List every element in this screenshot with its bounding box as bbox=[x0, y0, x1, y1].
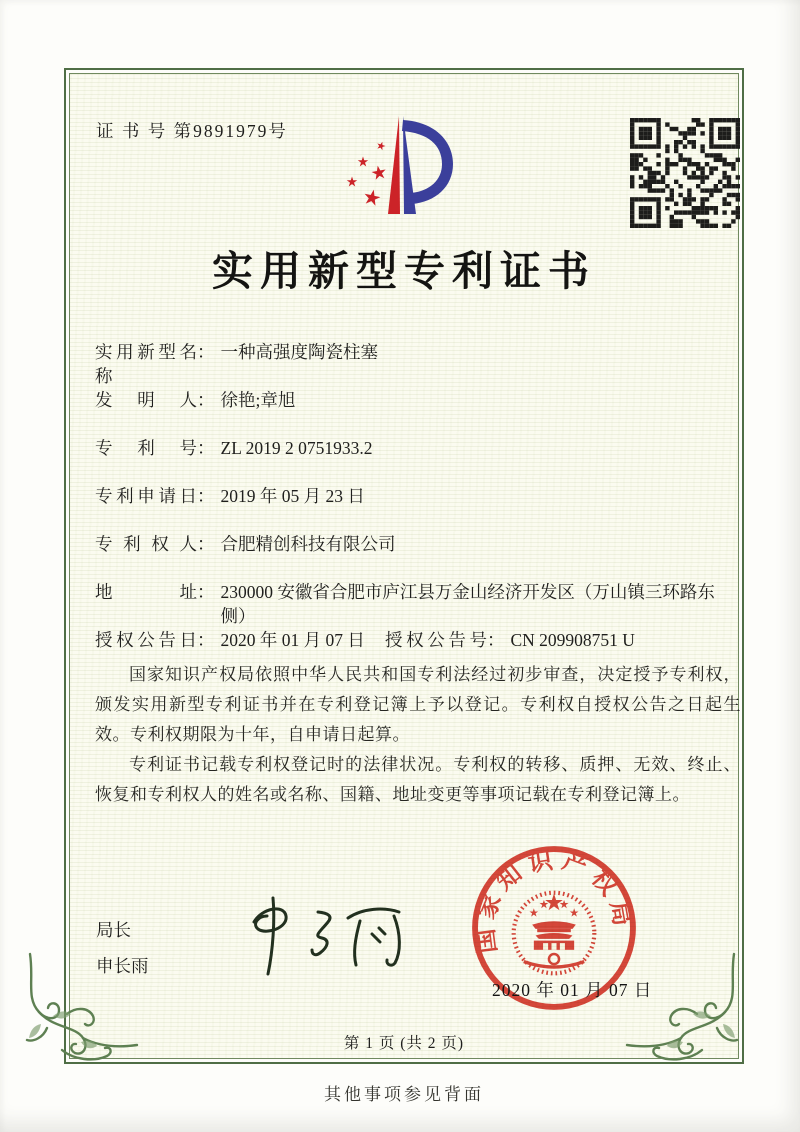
field-colon: ： bbox=[487, 630, 505, 650]
field-colon: ： bbox=[197, 438, 215, 458]
field-label: 发明人 bbox=[95, 390, 197, 410]
logo-stars bbox=[347, 140, 387, 206]
field-label: 专利权人 bbox=[95, 534, 197, 554]
field-value: ZL 2019 2 0751933.2 bbox=[220, 438, 373, 458]
page-number: 第 1 页 (共 2 页) bbox=[343, 1035, 465, 1052]
national-emblem bbox=[514, 893, 595, 974]
grant-date-pair bbox=[95, 628, 385, 652]
field-value: 一种高强度陶瓷柱塞 bbox=[220, 342, 378, 362]
field-colon: ： bbox=[197, 342, 215, 362]
field-colon: ： bbox=[197, 582, 215, 602]
qr-code bbox=[630, 118, 740, 228]
field-value: 2020 年 01 月 07 日 bbox=[220, 630, 365, 650]
field-row-patent-no bbox=[95, 436, 743, 484]
field-value: 合肥精创科技有限公司 bbox=[220, 534, 396, 554]
director-signature-icon bbox=[232, 886, 414, 980]
field-colon: ： bbox=[197, 390, 215, 410]
field-label: 授权公告号 bbox=[385, 630, 487, 650]
corner-flourish-right-icon bbox=[624, 952, 742, 1070]
field-value: 2019 年 05 月 23 日 bbox=[220, 486, 365, 506]
grant-number-pair bbox=[385, 628, 743, 652]
field-row-name bbox=[95, 340, 743, 388]
field-row-address bbox=[95, 580, 743, 628]
field-colon: ： bbox=[197, 534, 215, 554]
field-label: 专利号 bbox=[95, 438, 197, 458]
field-label: 实用新型名称 bbox=[95, 342, 197, 386]
seal-date: 2020 年 01 月 07 日 bbox=[492, 980, 653, 1000]
field-label: 地址 bbox=[95, 582, 197, 602]
corner-flourish-left-icon bbox=[22, 952, 140, 1070]
certificate-number: 证 书 号 第9891979号 bbox=[96, 121, 288, 141]
field-value: 徐艳;章旭 bbox=[220, 390, 296, 410]
field-value: CN 209908751 U bbox=[510, 630, 635, 650]
fields-block bbox=[95, 340, 743, 676]
back-side-note: 其他事项参见背面 bbox=[324, 1085, 484, 1104]
legal-text-block bbox=[95, 660, 741, 810]
field-label: 专利申请日 bbox=[95, 486, 197, 506]
field-row-patentee bbox=[95, 532, 743, 580]
field-colon: ： bbox=[197, 486, 215, 506]
legal-paragraph-1: 国家知识产权局依照中华人民共和国专利法经过初步审查，决定授予专利权，颁发实用新型专利证书并在专利登记簿上予以登记。专利权自授权公告之日起生效。专利权期限为十年，自申请日起算。 bbox=[95, 665, 741, 744]
legal-paragraph-2: 专利证书记载专利权登记时的法律状况。专利权的转移、质押、无效、终止、恢复和专利权人的姓名或名称、国籍、地址变更等事项记载在专利登记簿上。 bbox=[95, 755, 741, 804]
logo-red-wedge bbox=[388, 116, 400, 214]
certificate-title: 实用新型专利证书 bbox=[212, 248, 596, 294]
officer-name: 申长雨 bbox=[96, 956, 149, 976]
seal-text: 国家知识产权局 bbox=[471, 846, 637, 955]
field-label: 授权公告日 bbox=[95, 630, 197, 650]
cnipa-logo-icon bbox=[338, 110, 466, 222]
field-value: 230000 安徽省合肥市庐江县万金山经济开发区（万山镇三环路东侧） bbox=[220, 582, 715, 626]
field-row-filing-date bbox=[95, 484, 743, 532]
field-row-inventor bbox=[95, 388, 743, 436]
field-colon: ： bbox=[197, 630, 215, 650]
officer-title: 局长 bbox=[96, 920, 131, 940]
